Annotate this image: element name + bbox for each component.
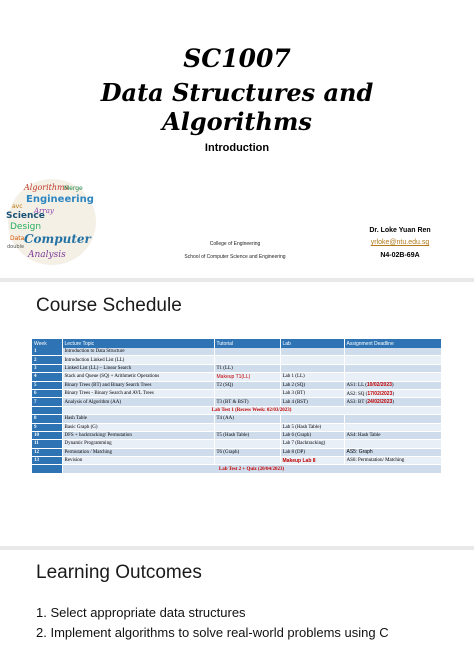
word-cloud-word: Algorithms: [24, 183, 69, 192]
topic-cell: Stack and Queue (SQ) + Arithmetic Operations: [62, 373, 214, 381]
assignment-text: AS4: Hash Table: [346, 433, 381, 439]
week-cell: 8: [32, 415, 62, 423]
week-cell: 7: [32, 398, 62, 406]
week-cell: 12: [32, 448, 62, 456]
author-email-link[interactable]: yrloke@ntu.edu.sg: [370, 239, 430, 246]
course-title-line2: Algorithms: [162, 107, 312, 136]
table-row-recess: [32, 406, 441, 414]
tutorial-cell: Makeup T1(LL): [214, 373, 280, 381]
lab-cell: Lab 8 (DP): [280, 448, 344, 456]
week-cell: 4: [32, 373, 62, 381]
tutorial-cell: [214, 389, 280, 397]
slide-heading: Course Schedule: [36, 295, 182, 316]
topic-cell: Binary Trees - Binary Search and AVL Trees: [62, 389, 214, 397]
assignment-cell: [344, 415, 441, 423]
tutorial-cell: T1 (LL): [214, 364, 280, 372]
week-cell: 1: [32, 348, 62, 356]
lab-cell: Lab 4 (BST): [280, 398, 344, 406]
assignment-cell: [344, 457, 441, 465]
table-row: [32, 415, 441, 423]
table-row: [32, 423, 441, 431]
assignment-text: AS2: SQ (: [346, 391, 368, 397]
table-row: [32, 348, 441, 356]
assignment-deadline: 17/02/2023: [367, 390, 393, 397]
word-cloud-word: Design: [10, 222, 42, 232]
school-name: School of Computer Science and Engineering: [184, 254, 286, 260]
week-cell: [32, 465, 62, 473]
table-row-final: [32, 465, 441, 473]
topic-cell: Basic Graph (G): [62, 423, 214, 431]
tutorial-cell: [214, 356, 280, 364]
column-header: Lecture Topic: [62, 339, 214, 348]
tutorial-cell: T5 (Hash Table): [214, 431, 280, 439]
topic-cell: Analysis of Algorithm (AA): [62, 398, 214, 406]
column-header: Week: [32, 339, 62, 348]
tutorial-cell: T2 (SQ): [214, 381, 280, 389]
table-row: [32, 448, 441, 456]
lab-cell: [280, 415, 344, 423]
topic-cell: DFS + backtracking/ Permutation: [62, 431, 214, 439]
week-cell: 3: [32, 364, 62, 372]
table-row: [32, 381, 441, 389]
tutorial-cell: T6 (Graph): [214, 448, 280, 456]
assignment-cell: [344, 364, 441, 372]
assignment-deadline: 10/02/2023: [366, 382, 392, 389]
author-room: N4-02B-69A: [380, 252, 420, 259]
slide-heading: Learning Outcomes: [36, 562, 202, 583]
lab-cell: [280, 356, 344, 364]
column-header: Assignment Deadline: [344, 339, 441, 348]
lab-cell: Lab 2 (SQ): [280, 381, 344, 389]
tutorial-cell: [214, 348, 280, 356]
column-header: Tutorial: [214, 339, 280, 348]
week-cell: 6: [32, 389, 62, 397]
column-header: Lab: [280, 339, 344, 348]
lab-cell: Lab 1 (LL): [280, 373, 344, 381]
college-name: College of Engineering: [209, 241, 261, 247]
assignment-cell: [344, 348, 441, 356]
tutorial-cell: [214, 423, 280, 431]
lab-cell: Lab 5 (Hash Table): [280, 423, 344, 431]
topic-cell: Dynamic Programming: [62, 440, 214, 448]
word-cloud-word: Computer: [24, 232, 91, 246]
table-row: [32, 389, 441, 397]
assignment-deadline: 24/02/2023: [367, 399, 393, 406]
tutorial-cell: T3 (BT & BST): [214, 398, 280, 406]
list-item: 1. Select appropriate data structures: [36, 605, 246, 620]
word-cloud-word: avc: [12, 203, 23, 210]
table-row: [32, 364, 441, 372]
word-cloud-word: Merge: [64, 185, 83, 192]
lab-cell: Lab 6 (Graph): [280, 431, 344, 439]
outcomes-slide: [0, 550, 474, 640]
assignment-cell: [344, 431, 441, 439]
week-cell: 2: [32, 356, 62, 364]
table-row: [32, 440, 441, 448]
list-item: 2. Implement algorithms to solve real-world problems using C: [36, 625, 389, 640]
lab-cell: [280, 348, 344, 356]
table-header-row: [32, 339, 441, 348]
week-cell: 10: [32, 431, 62, 439]
word-cloud-word: Analysis: [28, 250, 66, 260]
assignment-cell: AS3: BT (24/02/2023): [344, 398, 441, 406]
assignment-text: AS3: BT (: [346, 400, 368, 406]
table-row: [32, 431, 441, 439]
word-cloud-word: double: [7, 244, 25, 250]
course-title-line1: Data Structures and: [100, 78, 374, 107]
assignment-cell: [344, 440, 441, 448]
week-cell: 9: [32, 423, 62, 431]
week-cell: 11: [32, 440, 62, 448]
tutorial-cell: [214, 440, 280, 448]
tutorial-cell: [214, 457, 280, 465]
course-code: SC1007: [183, 44, 291, 73]
word-cloud-word: Data: [10, 235, 25, 242]
lab-cell: Lab 3 (BT): [280, 389, 344, 397]
assignment-cell: AS2: SQ (17/02/2023): [344, 389, 441, 397]
author-name: Dr. Loke Yuan Ren: [369, 227, 431, 234]
topic-cell: Binary Trees (BT) and Binary Search Trees: [62, 381, 214, 389]
topic-cell: Revision: [62, 457, 214, 465]
assignment-text: AS6: Permutation/ Matching: [346, 458, 405, 464]
week-cell: 13: [32, 457, 62, 465]
assignment-cell: AS1: LL (10/02/2023): [344, 381, 441, 389]
word-cloud-word: Engineering: [26, 194, 94, 205]
lab-cell: Lab 7 (Backtracking): [280, 440, 344, 448]
schedule-slide: [0, 282, 474, 546]
table-row: [32, 356, 441, 364]
word-cloud-word: Array: [34, 207, 54, 215]
recess-note: Lab Test 1 (Recess Week: 02/03/2023): [62, 406, 441, 414]
word-cloud-image: [4, 176, 100, 268]
assignment-cell: [344, 373, 441, 381]
word-cloud-word: Science: [6, 211, 45, 221]
assignment-cell: [344, 423, 441, 431]
assignment-cell: [344, 356, 441, 364]
table-row: [32, 398, 441, 406]
title-slide: [0, 0, 474, 278]
lab-cell: Makeup Lab 8: [280, 457, 344, 465]
assignment-text: AS1: LL (: [346, 383, 367, 389]
table-row: [32, 457, 441, 465]
topic-cell: Permutation / Matching: [62, 448, 214, 456]
lab-cell: [280, 364, 344, 372]
topic-cell: Linked List (LL) – Linear Search: [62, 364, 214, 372]
week-cell: [32, 406, 62, 414]
topic-cell: Hash Table: [62, 415, 214, 423]
course-schedule-table: [32, 339, 442, 474]
learning-outcomes-list: [36, 605, 389, 645]
assignment-cell: [344, 448, 441, 456]
table-row: [32, 373, 441, 381]
topic-cell: Introduction Linked List (LL): [62, 356, 214, 364]
tutorial-cell: T4 (AA): [214, 415, 280, 423]
slide-subtitle: Introduction: [204, 142, 270, 154]
week-cell: 5: [32, 381, 62, 389]
final-note: Lab Test 2 + Quiz (20/04/2023): [62, 465, 441, 473]
topic-cell: Introduction to Data Structure: [62, 348, 214, 356]
assignment-text: AS5: Graph: [346, 449, 373, 456]
